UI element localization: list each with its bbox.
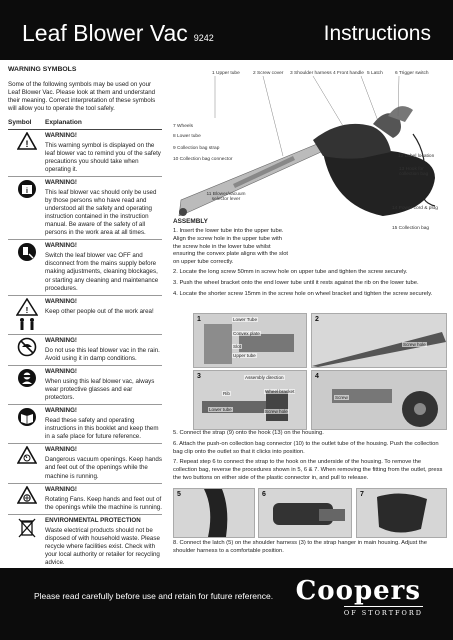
callout-trigger-switch: 6 Trigger switch — [395, 71, 429, 76]
instructions-heading: Instructions — [323, 22, 431, 45]
callout-lower-tube: 8 Lower tube — [173, 134, 201, 139]
label-screw: Screw — [335, 395, 348, 400]
warning-symbols-title: WARNING SYMBOLS — [8, 66, 77, 73]
label-slot: Slot — [233, 344, 241, 349]
page-title: Leaf Blower Vac 9242 — [22, 20, 214, 46]
label-upper-tube: Upper tube — [233, 353, 256, 358]
unplug-icon — [17, 242, 37, 262]
brand-logo: Coopers — [295, 576, 421, 606]
callout-screw-cover: 2 Screw cover — [253, 71, 284, 76]
warning-text: Keep other people out of the work area! — [45, 307, 154, 315]
warning-heading: WARNING! — [45, 178, 77, 186]
warning-heading: WARNING! — [45, 407, 77, 415]
warning-text: Switch the leaf blower vac OFF and disconnect from the mains supply before making adjustments, cleaning blockages, or starting any cleaning and maintenance procedures. — [45, 252, 159, 292]
photo-step-2 — [311, 313, 447, 368]
photo-number: 7 — [360, 491, 364, 498]
warning-text: Read these safety and operating instructions in this booklet and keep them in a safe place for future reference. — [45, 417, 159, 441]
callout-collection-bag-hook: 13 Hook for collection bag — [399, 167, 429, 177]
read-instructions-icon — [17, 407, 37, 427]
warning-row — [8, 405, 162, 444]
warning-heading: WARNING! — [45, 367, 77, 375]
assembly-steps-b — [173, 430, 445, 483]
callout-front-handle: 4 Front handle — [333, 71, 364, 76]
label-wheel-bracket: Wheel bracket — [265, 389, 295, 394]
callout-collection-bag-connector: 10 Collection bag connector — [173, 157, 233, 162]
svg-text:!: ! — [25, 138, 28, 149]
warning-row — [8, 240, 162, 295]
label-lower-tube: Lower Tube — [233, 317, 258, 322]
header-bar — [0, 0, 453, 60]
explanation-column-header: Explanation — [45, 119, 82, 127]
footer-bar — [0, 568, 453, 640]
callout-upper-tube: 1 Upper tube — [212, 71, 240, 76]
model-number: 9242 — [193, 33, 214, 43]
label-rib: Rib — [223, 391, 230, 396]
warning-row — [8, 177, 162, 240]
step-1: 1. Insert the lower tube into the upper tube. Align the screw hole in the upper tube with the screw hole in the lower tube whilst ensuring the convex plate aligns with the slot on upper tube correctly. — [173, 228, 289, 266]
callout-latch: 5 Latch — [367, 71, 383, 76]
rotating-fan-icon — [17, 486, 37, 504]
photo-step-6 — [258, 488, 352, 538]
warning-intro: Some of the following symbols may be used on your Leaf Blower Vac. Please look at them and understand their meaning. Correct interpretation of these symbols will allow you to operate the tool safely. — [8, 80, 156, 113]
warning-row — [8, 366, 162, 405]
callout-wheels: 7 Wheels — [173, 124, 193, 129]
callout-selector-lever: 11 Blower/vacuum selector lever — [206, 192, 246, 202]
warning-row — [8, 444, 162, 483]
step-4: 4. Locate the shorter screw 15mm in the screw hole on wheel bracket and tighten the screw securely. — [173, 290, 433, 297]
warning-row — [8, 296, 162, 335]
label-assembly-direction: Assembly direction — [245, 375, 284, 380]
step-7: 7. Repeat step 6 to connect the strap to the hook on the underside of the housing. To remove the collection bag, reverse the procedures shown in 5, 6 & 7. When removing the fitting from the outlet, press the two buttons on either side of the plastic connector in, and pull to release. — [173, 459, 443, 482]
callout-collection-bag: 15 Collection bag — [392, 226, 430, 231]
crossed-bin-icon — [18, 517, 36, 539]
symbol-table-header — [8, 119, 162, 129]
step-2: 2. Locate the long screw 50mm in screw hole on upper tube and tighten the screw securely. — [173, 269, 408, 276]
photo-step-5 — [173, 488, 255, 538]
label-screw-hole-2: Screw hole — [265, 409, 288, 414]
warning-row — [8, 484, 162, 515]
eye-ear-protection-icon — [17, 368, 37, 388]
environment-row — [8, 515, 162, 570]
warning-text: Rotating Fans. Keep hands and feet out of the openings while the machine is running. — [45, 495, 162, 511]
warning-heading: WARNING! — [45, 297, 77, 305]
assembly-steps-a — [173, 228, 445, 299]
no-rain-icon — [17, 337, 37, 357]
step-6: 6. Attach the push-on collection bag connector (10) to the outlet tube of the housing. Push the collection bag clip onto the outlet so that it clicks into position. — [173, 440, 439, 455]
warning-text: Dangerous vacuum openings. Keep hands and feet out of the openings while the machine is running. — [45, 456, 162, 480]
warning-heading: WARNING! — [45, 336, 77, 344]
footer-note: Please read carefully before use and retain for future reference. — [34, 591, 274, 601]
callout-label-location: 12 Label location — [398, 154, 435, 159]
vacuum-opening-icon — [17, 446, 37, 464]
label-lower-tube-2: Lower tube — [209, 407, 232, 412]
photo-step-1 — [193, 313, 307, 368]
warning-row — [8, 130, 162, 177]
warning-text: When using this leaf blower vac, always wear protective glasses and ear protectors. — [45, 377, 155, 402]
warning-text: Do not use this leaf blower vac in the rain. Avoid using it in damp conditions. — [45, 346, 160, 362]
brand-subtitle: OF STORTFORD — [344, 606, 423, 617]
warning-text: This warning symbol is displayed on the leaf blower vac to remind you of the safety precautions you should take when operating it. — [45, 141, 161, 173]
environment-text: Waste electrical products should not be disposed of with household waste. Please recycle where facilities exist. Check with your local authority or retailer for recycling advice. — [45, 526, 160, 567]
warning-row — [8, 335, 162, 366]
photo-step-3 — [193, 370, 307, 430]
warning-text: This leaf blower vac should only be used by those persons who have read and understood all the safety and operating instruction contained in the instruction manual. Be aware of the safety of all persons in the work area at all times. — [45, 188, 157, 237]
callout-shoulder-harness: 3 Shoulder harness — [290, 71, 332, 76]
photo-number: 4 — [315, 373, 319, 380]
label-convex-plate: Convex plate — [233, 331, 260, 336]
label-screw-hole: Screw hole — [403, 342, 426, 347]
warning-heading: WARNING! — [45, 446, 77, 454]
warning-triangle-icon — [17, 132, 37, 150]
warning-heading: WARNING! — [45, 242, 77, 250]
assembly-title: ASSEMBLY — [173, 218, 208, 225]
photo-number: 5 — [177, 491, 181, 498]
callout-power-cord: 14 Power cord & plug — [392, 206, 438, 211]
step-5: 5. Connect the strap (9) onto the hook (13) on the housing. — [173, 430, 324, 436]
photo-step-7 — [356, 488, 447, 538]
photo-number: 3 — [197, 373, 201, 380]
bystander-icon — [16, 298, 38, 332]
environment-heading: ENVIRONMENTAL PROTECTION — [45, 516, 141, 524]
warning-heading: WARNING! — [45, 131, 77, 139]
warning-heading: WARNING! — [45, 485, 77, 493]
callout-collection-bag-strap: 9 Collection bag strap — [173, 146, 220, 151]
svg-text:i: i — [25, 187, 28, 195]
step-3: 3. Push the wheel bracket onto the end lower tube until it rests against the rib on the lower tube. — [173, 279, 419, 286]
photo-number: 6 — [262, 491, 266, 498]
read-manual-icon — [17, 179, 37, 199]
symbol-column-header: Symbol — [8, 119, 32, 127]
photo-step-4 — [311, 370, 447, 430]
svg-text:!: ! — [25, 305, 28, 315]
step-8: 8. Connect the latch (5) on the shoulder harness (3) to the strap hanger in main housing. Adjust the shoulder harness to a comfortable position. — [173, 540, 427, 554]
photo-number: 2 — [315, 316, 319, 323]
photo-number: 1 — [197, 316, 201, 323]
warning-symbols-section — [8, 66, 162, 570]
